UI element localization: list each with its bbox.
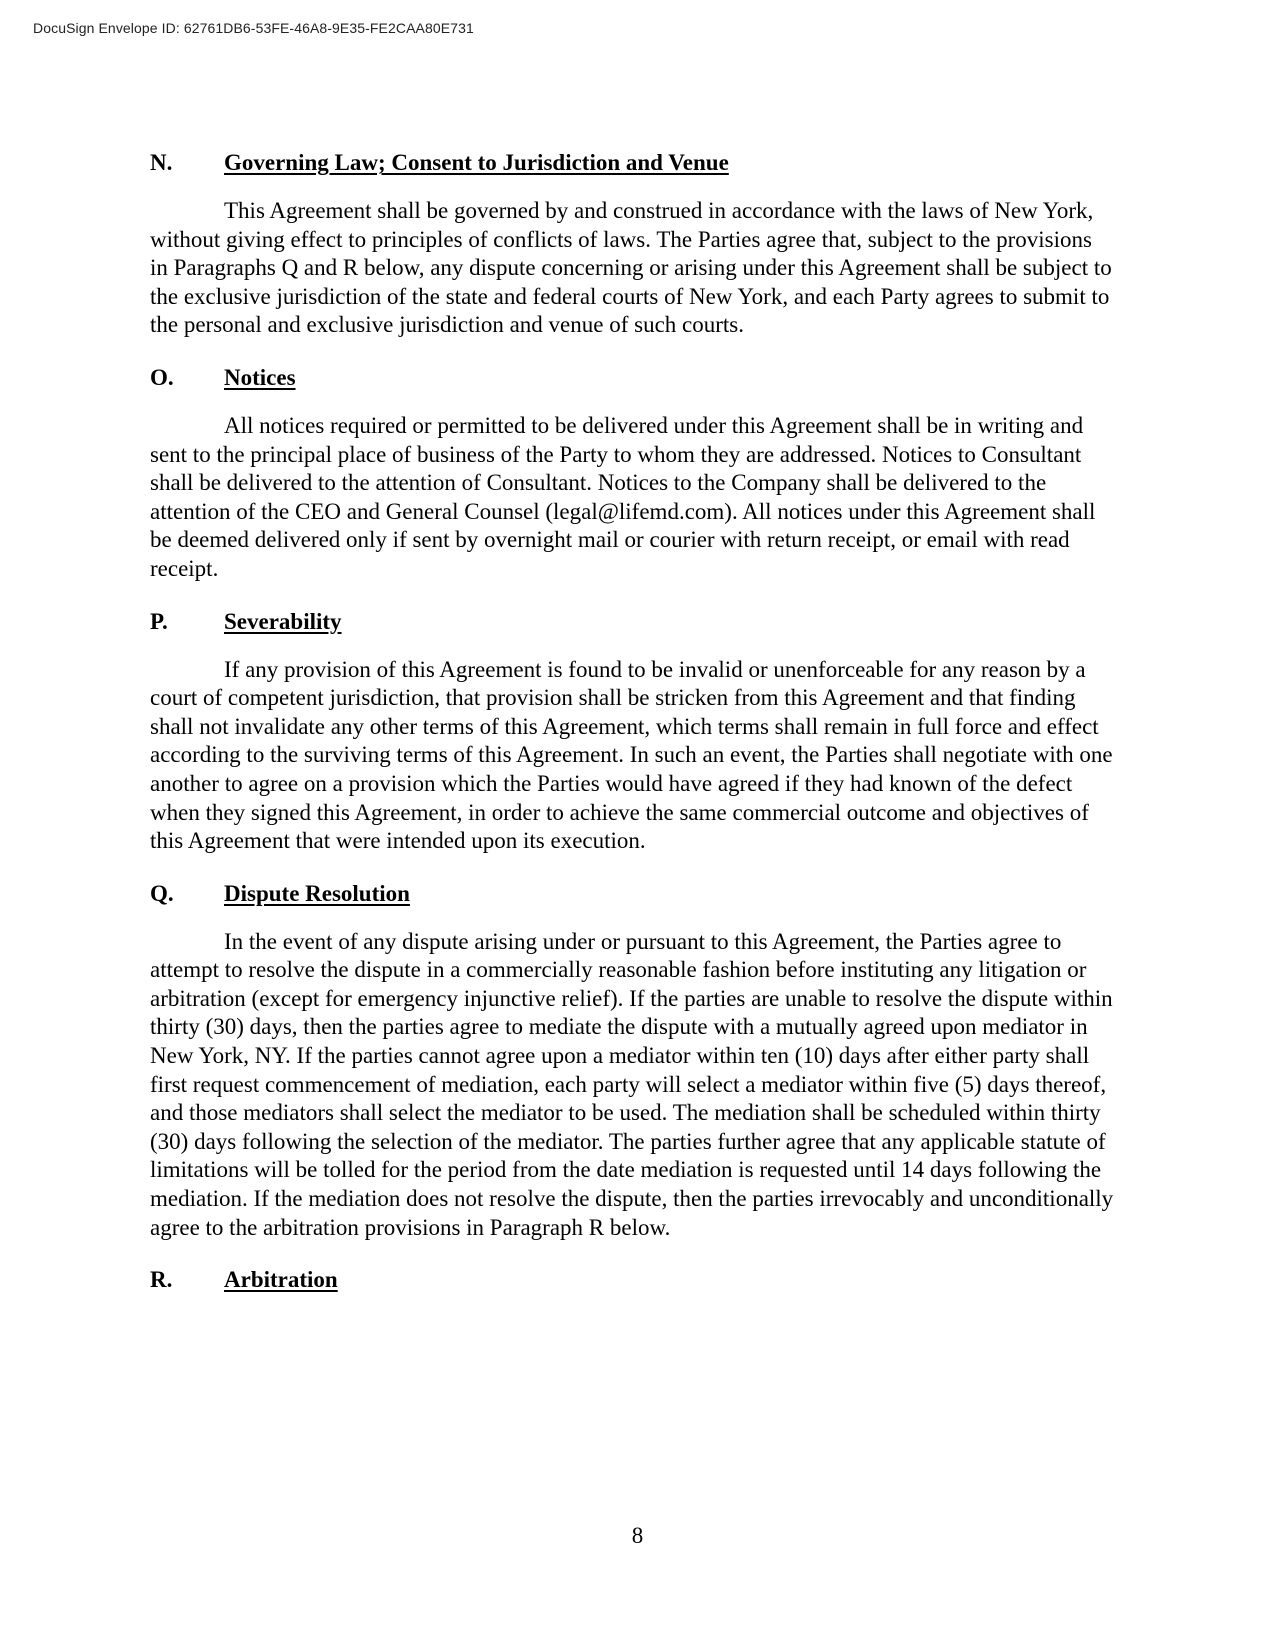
section-heading xyxy=(150,879,1115,908)
section-title: Dispute Resolution xyxy=(224,880,410,906)
section-p xyxy=(150,607,1115,879)
section-title: Arbitration xyxy=(224,1267,338,1293)
docusign-envelope-id: DocuSign Envelope ID: 62761DB6-53FE-46A8-9E35-FE2CAA80E731 xyxy=(33,20,474,36)
section-paragraph: If any provision of this Agreement is found to be invalid or unenforceable for any reason by a court of competent jurisdiction, that provision shall be stricken from this Agreement and that finding shall not invalidate any other terms of this Agreement, which terms shall remain in full force and effect according to the surviving terms of this Agreement. In such an event, the Parties shall negotiate with one another to agree on a provision which the Parties would have agreed if they had known of the defect when they signed this Agreement, in order to achieve the same commercial outcome and objectives of this Agreement that were intended upon its execution. xyxy=(150,656,1113,854)
section-q xyxy=(150,879,1115,1266)
section-letter: R. xyxy=(150,1267,173,1293)
section-paragraph: This Agreement shall be governed by and construed in accordance with the laws of New York, without giving effect to principles of conflicts of laws. The Parties agree that, subject to the provisions in Paragraphs Q and R below, any dispute concerning or arising under this Agreement shall be subject to the exclusive jurisdiction of the state and federal courts of New York, and each Party agrees to submit to the personal and exclusive jurisdiction and venue of such courts. xyxy=(150,198,1112,338)
section-letter: Q. xyxy=(150,880,174,906)
section-paragraph: In the event of any dispute arising under or pursuant to this Agreement, the Parties agree to attempt to resolve the dispute in a commercially reasonable fashion before instituting any litigation or arbitration (except for emergency injunctive relief). If the parties are unable to resolve the dispute within thirty (30) days, then the parties agree to mediate the dispute with a mutually agreed upon mediator in New York, NY. If the parties cannot agree upon a mediator within ten (10) days after either party shall first request commencement of mediation, each party will select a mediator within five (5) days thereof, and those mediators shall select the mediator to be used. The mediation shall be scheduled within thirty (30) days following the selection of the mediator. The parties further agree that any applicable statute of limitations will be tolled for the period from the date mediation is requested until 14 days following the mediation. If the mediation does not resolve the dispute, then the parties irrevocably and unconditionally agree to the arbitration provisions in Paragraph R below. xyxy=(150,928,1114,1240)
section-title: Notices xyxy=(224,364,296,390)
section-r xyxy=(150,1265,1115,1294)
document-body xyxy=(150,148,1115,1294)
section-title: Severability xyxy=(224,608,342,634)
section-letter: P. xyxy=(150,608,168,634)
page-number: 8 xyxy=(631,1523,644,1548)
section-paragraph: All notices required or permitted to be delivered under this Agreement shall be in writing and sent to the principal place of business of the Party to whom they are addressed. Notices to Consultant shall be delivered to the attention of Consultant. Notices to the Company shall be delivered to the attention of the CEO and General Counsel (legal@lifemd.com). All notices under this Agreement shall be deemed delivered only if sent by overnight mail or courier with return receipt, or email with read receipt. xyxy=(150,412,1096,581)
section-title: Governing Law; Consent to Jurisdiction and Venue xyxy=(224,150,729,175)
section-heading xyxy=(150,607,1115,636)
section-o xyxy=(150,363,1115,607)
section-n xyxy=(150,148,1115,363)
section-heading xyxy=(150,1265,1115,1294)
section-heading xyxy=(150,363,1115,392)
section-letter: N. xyxy=(150,150,173,175)
section-heading xyxy=(150,148,1115,177)
section-letter: O. xyxy=(150,364,174,390)
